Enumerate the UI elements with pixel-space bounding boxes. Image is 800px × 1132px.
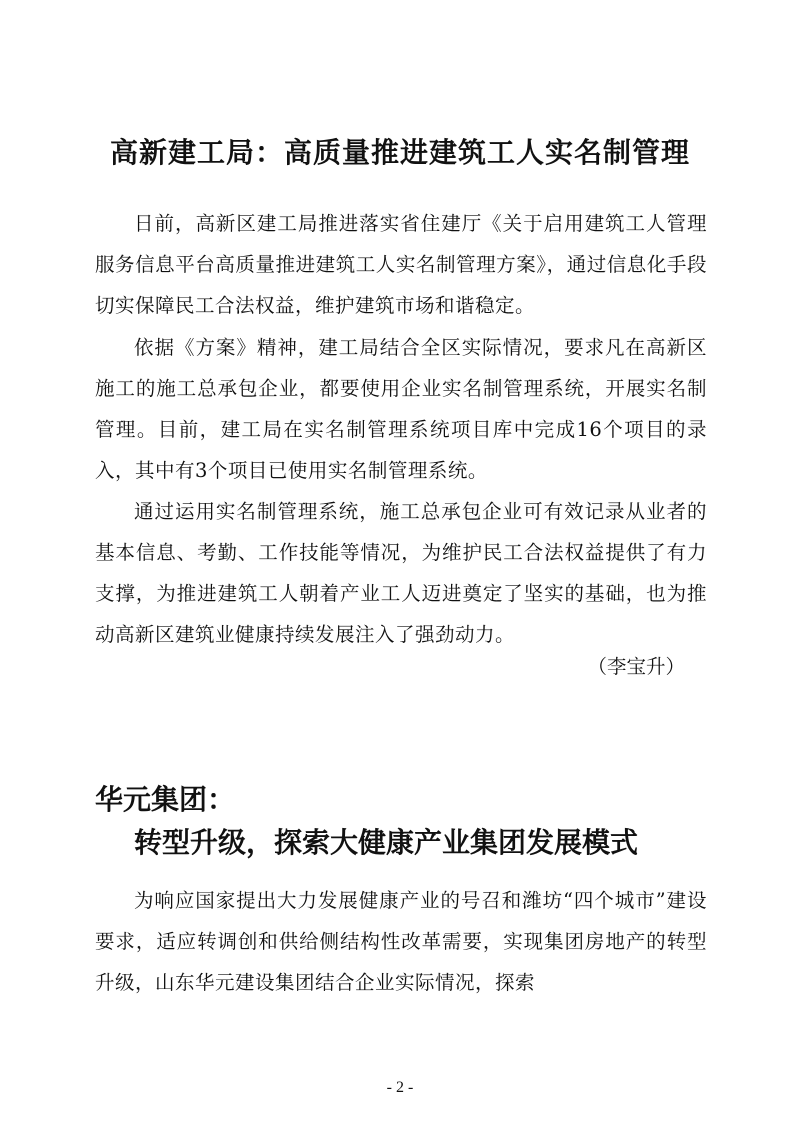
article1-paragraph-2: 依据《方案》精神，建工局结合全区实际情况，要求凡在高新区施工的施工总承包企业，都要使用企业实名制管理系统，开展实名制管理。目前，建工局在实名制管理系统项目库中完成16个项目的录入，其中有3个项目已使用实名制管理系统。	[95, 336, 707, 482]
article1-paragraph-1: 日前，高新区建工局推进落实省住建厅《关于启用建筑工人管理服务信息平台高质量推进建筑工人实名制管理方案》，通过信息化手段切实保障民工合法权益，维护建筑市场和谐稳定。	[95, 212, 707, 317]
article1-paragraph-3: 通过运用实名制管理系统，施工总承包企业可有效记录从业者的基本信息、考勤、工作技能等情况，为维护民工合法权益提供了有力支撑，为推进建筑工人朝着产业工人迈进奠定了坚实的基础，也为推动高新区建筑业健康持续发展注入了强劲动力。	[95, 500, 707, 646]
article1-title: 高新建工局：高质量推进建筑工人实名制管理	[109, 135, 690, 169]
article1-author: （李宝升）	[587, 655, 685, 678]
article2-title-line2: 转型升级，探索大健康产业集团发展模式	[134, 826, 639, 860]
article2-title-line1: 华元集团：	[95, 783, 236, 817]
article2-paragraph-1: 为响应国家提出大力发展健康产业的号召和潍坊“四个城市”建设要求，适应转调创和供给侧结构性改革需要，实现集团房地产的转型升级，山东华元建设集团结合企业实际情况，探索	[95, 889, 707, 994]
page-number: - 2 -	[386, 1079, 414, 1096]
